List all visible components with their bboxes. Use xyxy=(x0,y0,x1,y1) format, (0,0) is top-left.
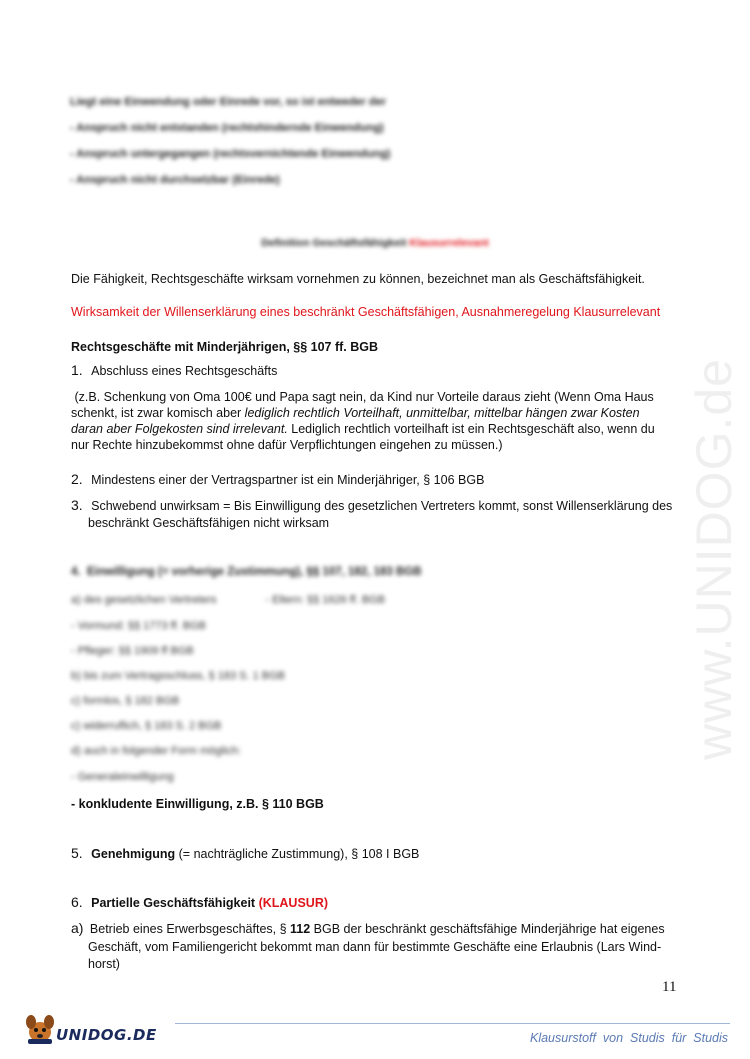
blurred-list-line: d) auch in folgender Form möglich: xyxy=(71,745,241,757)
example-italic: daran aber Folgekosten sind irrelevant. xyxy=(71,422,288,436)
example-text: schenkt, ist zwar komisch aber xyxy=(71,406,245,420)
item-text-continued: beschränkt Geschäftsfähigen nicht wirksam xyxy=(88,516,330,530)
dog-mascot-icon xyxy=(22,1012,58,1046)
blurred-list-line: - Pfleger: §§ 1909 ff BGB xyxy=(71,645,194,657)
list-item-6a xyxy=(71,920,686,938)
blurred-list-line: c) widerruflich, § 183 S. 2 BGB xyxy=(71,720,222,732)
item-text: BGB der beschränkt geschäftsfähige Minderjährige hat eigenes xyxy=(310,922,665,936)
list-item-6 xyxy=(71,894,328,912)
list-item-2 xyxy=(71,471,484,489)
footer-slogan: Klausurstoff von Studis für Studis xyxy=(529,1031,728,1045)
item-bold-text: Genehmigung xyxy=(91,847,176,861)
blurred-list-line: - Generaleinwilligung xyxy=(71,771,174,783)
klausur-tag: (KLAUSUR) xyxy=(258,896,329,910)
page-number: 11 xyxy=(662,979,677,995)
definition-text: Die Fähigkeit, Rechtsgeschäfte wirksam vornehmen zu können, bezeichnet man als Geschäftsfähigkeit. xyxy=(71,272,645,286)
blurred-heading xyxy=(0,237,750,249)
item-number: 3. xyxy=(71,497,83,513)
item-number: 5. xyxy=(71,845,83,861)
item-number: 2. xyxy=(71,471,83,487)
example-line: nur Rechte hinzubekommst ohne dafür Verpflichtungen eingehen zu müssen.) xyxy=(71,438,503,452)
footer-logo-text: UNIDOG.DE xyxy=(56,1026,157,1044)
blurred-list-line: 4. Einwilligung (= vorherige Zustimmung), §§ 107, 182, 183 BGB xyxy=(71,566,422,578)
konkludent-line: - konkludente Einwilligung, z.B. § 110 BGB xyxy=(71,797,324,811)
item-text: Mindestens einer der Vertragspartner ist ein Minderjähriger, § 106 BGB xyxy=(91,473,485,487)
list-item-3 xyxy=(71,497,681,515)
blurred-intro-line: Liegt eine Einwendung oder Einrede vor, so ist entweder der xyxy=(70,96,387,108)
example-line: (z.B. Schenkung von Oma 100€ und Papa sagt nein, da Kind nur Vorteile daraus zieht (Wenn Oma Haus xyxy=(71,390,654,404)
blurred-heading-highlight: Klausurrelevant xyxy=(409,237,489,249)
item-text-continued: Geschäft, vom Familiengericht bekommt man dann für bestimmte Geschäfte eine Erlaubnis (Lars Wind- xyxy=(88,940,662,954)
blurred-list-line: a) des gesetzlichen Vertreters - Eltern: §§ 1626 ff. BGB xyxy=(71,594,386,606)
example-line xyxy=(71,405,681,421)
item-text-continued: horst) xyxy=(88,957,120,971)
footer-logo xyxy=(22,1012,172,1046)
item-text: (= nachträgliche Zustimmung), § 108 I BGB xyxy=(175,847,420,861)
blurred-heading-text: Definition Geschäftsfähigkeit xyxy=(261,237,407,249)
item-bold-text: 112 xyxy=(290,922,311,936)
blurred-list-line: b) bis zum Vertragsschluss, § 183 S. 1 BGB xyxy=(71,670,285,682)
blurred-list-line: - Vormund: §§ 1773 ff. BGB xyxy=(71,620,206,632)
blurred-intro-line: - Anspruch nicht entstanden (rechtshindernde Einwendung) xyxy=(70,122,384,134)
blurred-intro-line: - Anspruch untergegangen (rechtsvernichtende Einwendung) xyxy=(70,148,391,160)
list-item-5 xyxy=(71,845,419,863)
blurred-list-line: c) formlos, § 182 BGB xyxy=(71,695,180,707)
item-letter: a) xyxy=(71,920,84,936)
item-text: Betrieb eines Erwerbsgeschäftes, § xyxy=(89,922,291,936)
item-text: Abschluss eines Rechtsgeschäfts xyxy=(91,364,278,378)
watermark-text: www.UNIDOG.de xyxy=(686,358,742,760)
item-bold-text: Partielle Geschäftsfähigkeit xyxy=(91,896,259,910)
red-subheading: Wirksamkeit der Willenserklärung eines beschränkt Geschäftsfähigen, Ausnahmeregelung Klausurrelevant xyxy=(71,305,661,319)
item-number: 1. xyxy=(71,362,83,378)
example-text: Lediglich rechtlich vorteilhaft ist ein Rechtsgeschäft also, wenn du xyxy=(287,422,655,436)
example-italic: lediglich rechtlich Vorteilhaft, unmittelbar, mittelbar hängen zwar Kosten xyxy=(244,406,640,420)
item-text: Schwebend unwirksam = Bis Einwilligung des gesetzlichen Vertreters kommt, sonst Willenserklärung des xyxy=(91,499,673,513)
footer-divider xyxy=(175,1023,730,1024)
example-line xyxy=(71,421,681,437)
blurred-intro-line: - Anspruch nicht durchsetzbar (Einrede) xyxy=(70,174,280,186)
section-title: Rechtsgeschäfte mit Minderjährigen, §§ 107 ff. BGB xyxy=(71,340,379,354)
list-item-1 xyxy=(71,362,277,380)
item-number: 6. xyxy=(71,894,83,910)
example-paragraph xyxy=(71,389,681,453)
